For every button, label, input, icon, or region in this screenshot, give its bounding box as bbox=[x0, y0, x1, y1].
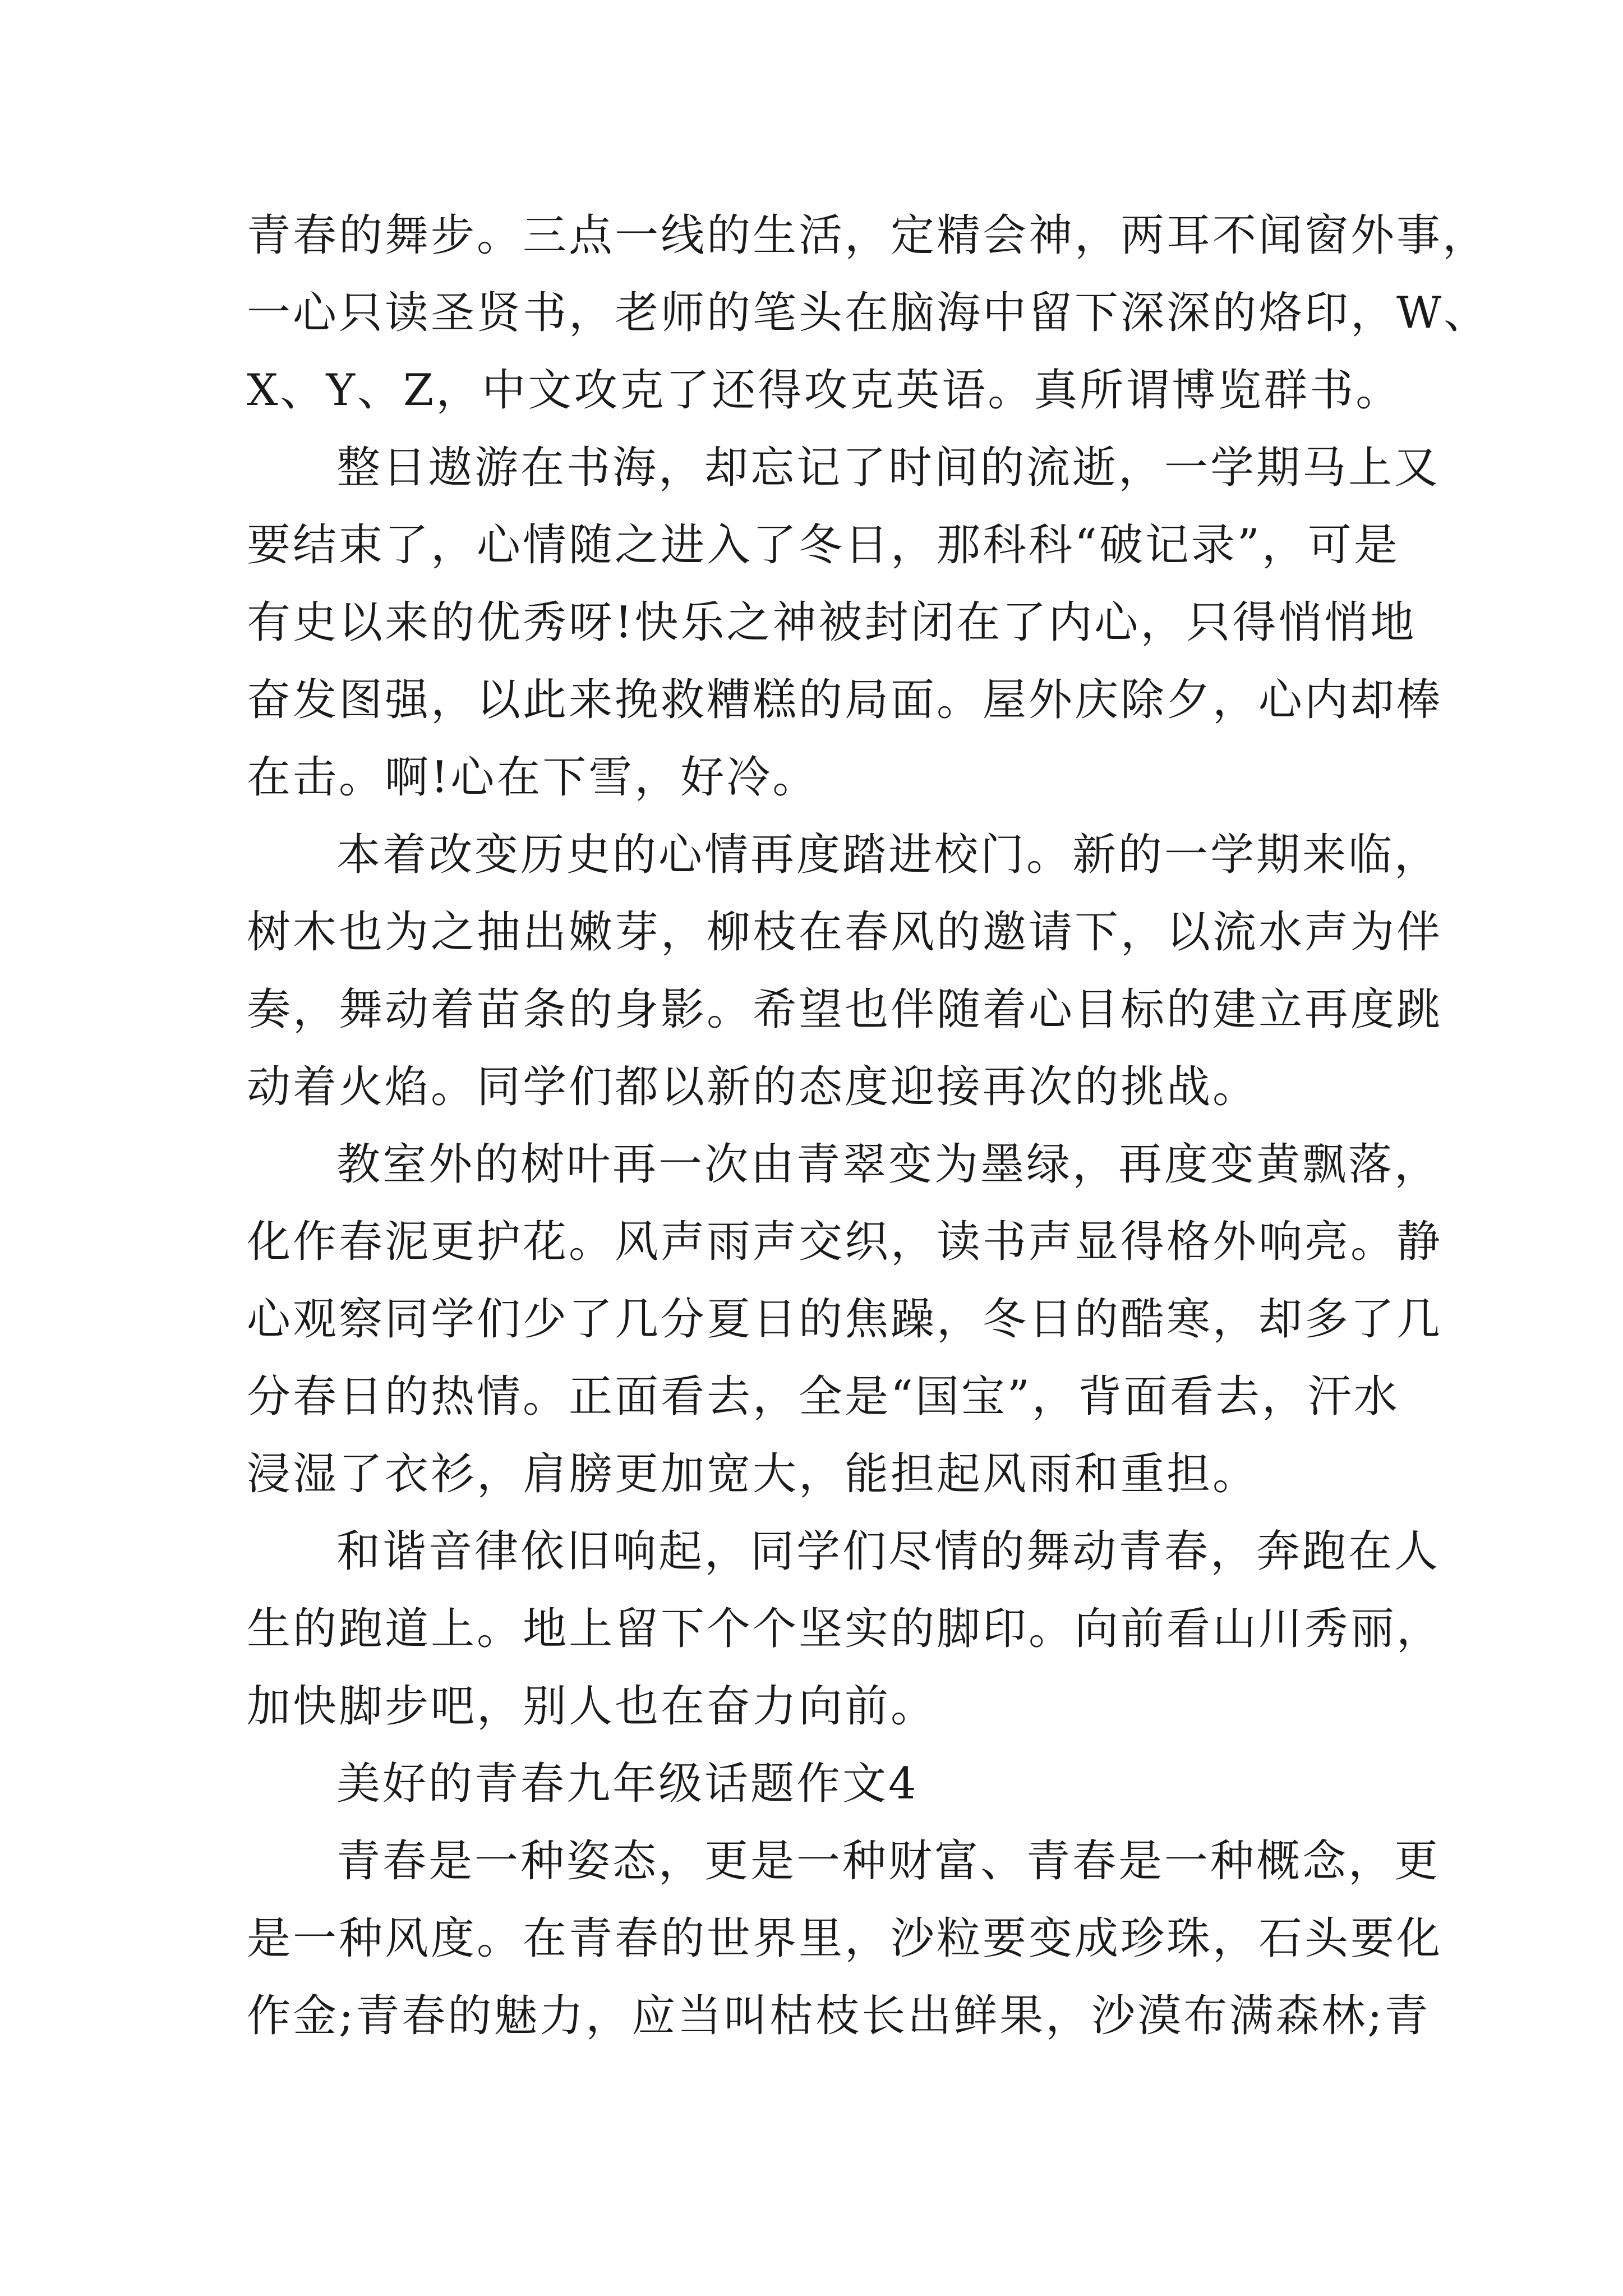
text-line: 化作春泥更护花。风声雨声交织，读书声显得格外响亮。静 bbox=[247, 1217, 1443, 1267]
text-line: 一心只读圣贤书，老师的笔头在脑海中留下深深的烙印，W、 bbox=[247, 288, 1490, 338]
text-line: 青春的舞步。三点一线的生活，定精会神，两耳不闻窗外事， bbox=[247, 210, 1489, 261]
text-line: 有史以来的优秀呀!快乐之神被封闭在了内心，只得悄悄地 bbox=[247, 597, 1417, 648]
text-line: X、Y、Z，中文攻克了还得攻克英语。真所谓博览群书。 bbox=[247, 365, 1402, 416]
text-line: 要结束了，心情随之进入了冬日，那科科“破记录”，可是 bbox=[247, 520, 1400, 570]
text-line: 奏，舞动着苗条的身影。希望也伴随着心目标的建立再度跳 bbox=[247, 984, 1443, 1035]
text-line: 树木也为之抽出嫩芽，柳枝在春风的邀请下，以流水声为伴 bbox=[247, 907, 1443, 958]
paragraph-first-line: 和谐音律依旧响起，同学们尽情的舞动青春，奔跑在人 bbox=[336, 1526, 1441, 1577]
text-line: 心观察同学们少了几分夏日的焦躁，冬日的酷寒，却多了几 bbox=[247, 1294, 1443, 1345]
text-line: 在击。啊!心在下雪，好冷。 bbox=[247, 752, 819, 803]
text-line: 分春日的热情。正面看去，全是“国宝”，背面看去，汗水 bbox=[247, 1372, 1400, 1422]
text-line: 动着火焰。同学们都以新的态度迎接再次的挑战。 bbox=[247, 1062, 1259, 1112]
text-line: 加快脚步吧，别人也在奋力向前。 bbox=[247, 1681, 937, 1732]
text-line: 浸湿了衣衫，肩膀更加宽大，能担起风雨和重担。 bbox=[247, 1449, 1259, 1499]
text-line: 生的跑道上。地上留下个个坚实的脚印。向前看山川秀丽， bbox=[247, 1604, 1443, 1654]
paragraph-first-line: 教室外的树叶再一次由青翠变为墨绿，再度变黄飘落， bbox=[336, 1139, 1441, 1190]
text-line: 是一种风度。在青春的世界里，沙粒要变成珍珠，石头要化 bbox=[247, 1913, 1443, 1964]
text-line: 奋发图强，以此来挽救糟糕的局面。屋外庆除夕，心内却棒 bbox=[247, 675, 1443, 725]
paragraph-first-line: 青春是一种姿态，更是一种财富、青春是一种概念，更 bbox=[336, 1836, 1441, 1887]
section-heading: 美好的青春九年级话题作文4 bbox=[336, 1759, 919, 1809]
text-line: 作金;青春的魅力，应当叫枯枝长出鲜果，沙漠布满森林;青 bbox=[247, 1991, 1431, 2041]
paragraph-first-line: 整日遨游在书海，却忘记了时间的流逝，一学期马上又 bbox=[336, 443, 1441, 493]
paragraph-first-line: 本着改变历史的心情再度踏进校门。新的一学期来临， bbox=[336, 830, 1441, 880]
